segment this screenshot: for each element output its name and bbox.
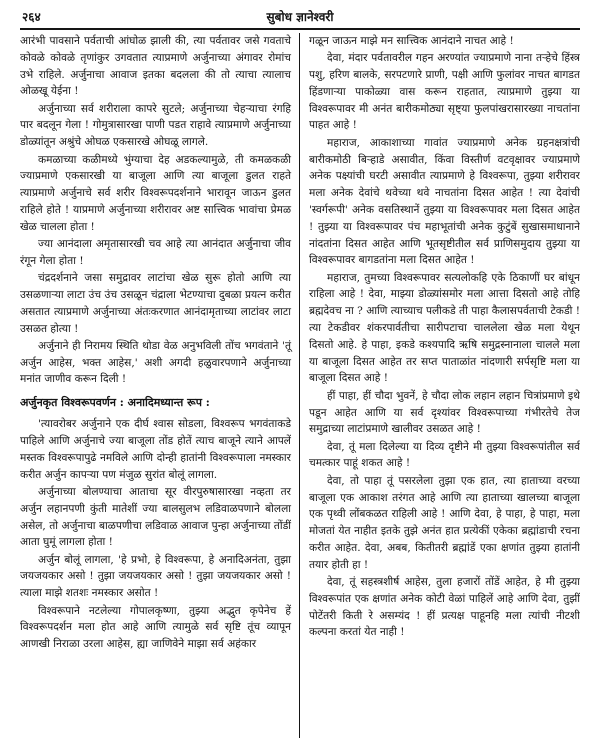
paragraph: विश्वरूपाने नटलेल्या गोपालकृष्णा, तुझ्या अद्भुत कृपेनेच हें विश्वरूपदर्शन मला होत आहे आणि त्यामुळे सर्व सृष्टि तूंच व्यापून आणखी निराळा उरला आहेस, ह्या जाणिवेने माझा सर्व अहंकार — [20, 604, 291, 651]
section-heading: अर्जुनकृत विश्वरूपवर्णन : अनादिमध्यान्त रूप : — [20, 396, 210, 410]
paragraph: 'त्यावरोबर अर्जुनाने एक दीर्घ श्वास सोडला, विश्वरूप भगवंताकडे पाहिले आणि अर्जुनाचे ज्या बाजूला तोंड होतें त्याच बाजूने त्याने आपलें मस्तक विश्वरूपापुढे नमविले आणि दोन्ही हातांनी विश्वरूपाला नमस्कार करीत अर्जुन कापऱ्या पण मंजुळ सुरांत बोलूं लागला. — [20, 418, 291, 481]
paragraph: देवा, तूं मला दिलेल्या या दिव्य दृष्टीने मी तुझ्या विश्वरूपांतील सर्व चमत्कार पाहूं शकत आहे ! — [309, 440, 580, 470]
paragraph: अर्जुनाच्या बोलण्याचा आताचा सूर वीरपुरुषासारखा नव्हता तर अर्जुन लहानपणी कुंती मातेशीं ज्या बालसुलभ लडिवाळपणाने बोलला असेल, तो अर्जुनाचा बाळपणीचा लडिवाळ आवाज पुन्हा अर्जुनाच्या तोंडीं आता घुमूं लागला होता ! — [20, 485, 291, 549]
page-number: २६४ — [22, 10, 41, 24]
paragraph: अर्जुनाच्या सर्व शरीराला कापरे सुटले; अर्जुनाच्या चेहऱ्याचा रंगहि पार बदलून गेला ! गोमुत्रासारखा पाणी पडत राहावे त्याप्रमाणे अर्जुनाच्या डोळ्यांतून अश्रुंचे ओघळ एकसारखे ओघळू लागले. — [20, 102, 291, 149]
paragraph: महाराज, तुमच्या विश्वरूपावर सत्यलोकहि एके ठिकाणीं घर बांधून राहिला आहे ! देवा, माझ्या डोळ्यांसमोर मला आत्ता दिसतो आहे तोहि ब्रह्मदेवच ना ? आणि त्याच्याच पलीकडे ती पाहा कैलासपर्वताची टेकडी ! त्या टेकडीवर शंकरपार्वतीचा सारीपटाचा चाललेला खेळ मला येथून दिसतो आहे. हे पाहा, इकडे कश्यपादि ऋषि समुद्रस्नानाला चालले मला या बाजूला दिसत आहेत तर सप्त पाताळांत नांदणारी सर्पसृष्टि मला या बाजूला दिसत आहे ! — [309, 271, 580, 385]
paragraph: चंद्रदर्शनाने जसा समुद्रावर लाटांचा खेळ सुरू होतो आणि त्या उसळणाऱ्या लाटा उंच उंच उसळून चंद्राला भेटण्याचा दुबळा प्रयत्न करीत असतात त्याप्रमाणे अर्जुनाच्या अंतःकरणात आनंदामृताच्या लाटांवर लाटा उसळत होत्या ! — [20, 272, 291, 335]
paragraph: देवा, तूं सहस्त्रशीर्ष आहेस, तुला हजारों तोंडें आहेत, हे मी तुझ्या विश्वरूपांत एक क्षणांत अनेक कोटी वेळां पाहिलें आहे आणि देवा, तुझीं पोटेंतरी किती रे असम्यंद ! हीं प्रत्यक्ष पाहूनहि मला त्यांची नीटशी कल्पना करतां येत नाही ! — [309, 576, 580, 639]
paragraph: गळून जाऊन माझे मन सात्त्विक आनंदाने नाचत आहे ! — [309, 35, 514, 47]
paragraph: हीं पाहा, हीं चौदा भुवनें, हे चौदा लोक लहान लहान चित्रांप्रमाणे इथे पडून आहेत आणि या सर्व दृश्यांवर विश्वरूपाच्या गंभीरतेचे तेज समुद्राच्या लाटांप्रमाणे खालीवर उसळत आहे ! — [309, 389, 580, 436]
paragraph: आरंभी पावसाने पर्वताची आंघोळ झाली की, त्या पर्वतावर जसे गवताचे कोवळे कोवळे तृणांकुर उगवतात त्याप्रमाणे अर्जुनाच्या अंगावर रोमांच उभे राहिले. अर्जुनाचा आवाज इतका बदलला की तो त्याचा त्यालाच ओळखू येईना ! — [20, 35, 291, 98]
paragraph: अर्जुन बोलूं लागला, 'हे प्रभो, हे विश्वरूपा, हे अनादिअनंता, तुझा जयजयकार असो ! तुझा जयजयकार असो ! तुझा जयजयकार असो ! त्याला माझे शतशः नमस्कार असोत ! — [20, 553, 291, 600]
paragraph: देवा, तो पाहा तूं पसरलेला तुझा एक हात, त्या हाताच्या वरच्या बाजूला एक आकाश तरंगत आहे आणि त्या हाताच्या खालच्या बाजूला एक पृथ्वी लोंबकळत राहिली आहे ! आणि देवा, हे पाहा, हे पाहा, मला मोजतां येत नाहीत इतके तुझे अनंत हात प्रत्येकीं एकेका ब्रह्मांडाची रचना करीत आहेत. देवा, अबब, कितीतरी ब्रह्मांडें एका क्षणांत तुझ्या हातांनी तयार होती हा ! — [309, 474, 580, 571]
paragraph: कमळाच्या कळीमध्ये भुंग्याचा देह अडकल्यामुळे, ती कमळकळी ज्याप्रमाणे एकसारखी या बाजूला आणि त्या बाजूला डुलत राहते त्याप्रमाणे अर्जुनाचे सर्व शरीर विश्वरूपदर्शनाने भारावून जाऊन डुलत राहिले होते ! याप्रमाणे अर्जुनाच्या शरीरावर अष्ट सात्त्विक भावांचा प्रेमळ खेळ चालला होता ! — [20, 153, 291, 233]
paragraph: ज्या आनंदाला अमृतासारखी चव आहे त्या आनंदात अर्जुनाचा जीव रंगून गेला होता ! — [20, 238, 291, 267]
paragraph: महाराज, आकाशाच्या गावांत ज्याप्रमाणे अनेक ग्रहनक्षत्रांची बारीकमोठी बिऱ्हाडे असावीत, किंवा विस्तीर्ण वटवृक्षावर ज्याप्रमाणे अनेक पक्ष्यांची घरटी असावीत त्याप्रमाणे हे विश्वरूपा, तुझ्या शरीरावर मला अनेक देवांचे थवेच्या थवे नाचतांना दिसत आहेत ! त्या देवांची 'स्वर्गरूपी' अनेक वसतिस्थानें तुझ्या या विश्वरूपावर मला दिसत आहेत ! तुझ्या या विश्वरूपावर पंच महाभूतांची अनेक कुटुंबें सुखासमाधानाने नांदतांना दिसत आहेत आणि भूतसृष्टीतील सर्व प्राणिसमुदाय तुझ्या या विश्वरूपावर बागडतांना मला दिसत आहेत ! — [309, 136, 580, 267]
right-column — [300, 33, 580, 738]
paragraph: देवा, मंदार पर्वतावरील गहन अरण्यांत ज्याप्रमाणे नाना तऱ्हेचे हिंस्त्र पशु, हरिण बालके, सरपटणारे प्राणी, पक्षी आणि फुलांवर नाचत बागडत हिंडणाऱ्या पाकोळ्या वास करून राहतात, त्याप्रमाणे तुझ्या या विश्वरूपावर मी अनंत बारीकमोठ्या सृष्ट्या फुलपांखरासारख्या नाचतांना पाहत आहे ! — [309, 52, 580, 132]
page-header — [20, 6, 580, 28]
header-rule — [20, 28, 580, 30]
left-column — [20, 33, 300, 738]
text-columns — [20, 33, 580, 738]
running-title: सुबोध ज्ञानेश्वरी — [266, 10, 334, 24]
paragraph: अर्जुनाने ही निरामय स्थिति थोडा वेळ अनुभविली तोंच भगवंताने 'तूं अर्जुन आहेस, भक्त आहेस,' अशी अगदी हळुवारपणाने अर्जुनाच्या मनांत जाणीव करून दिली ! — [20, 339, 291, 386]
